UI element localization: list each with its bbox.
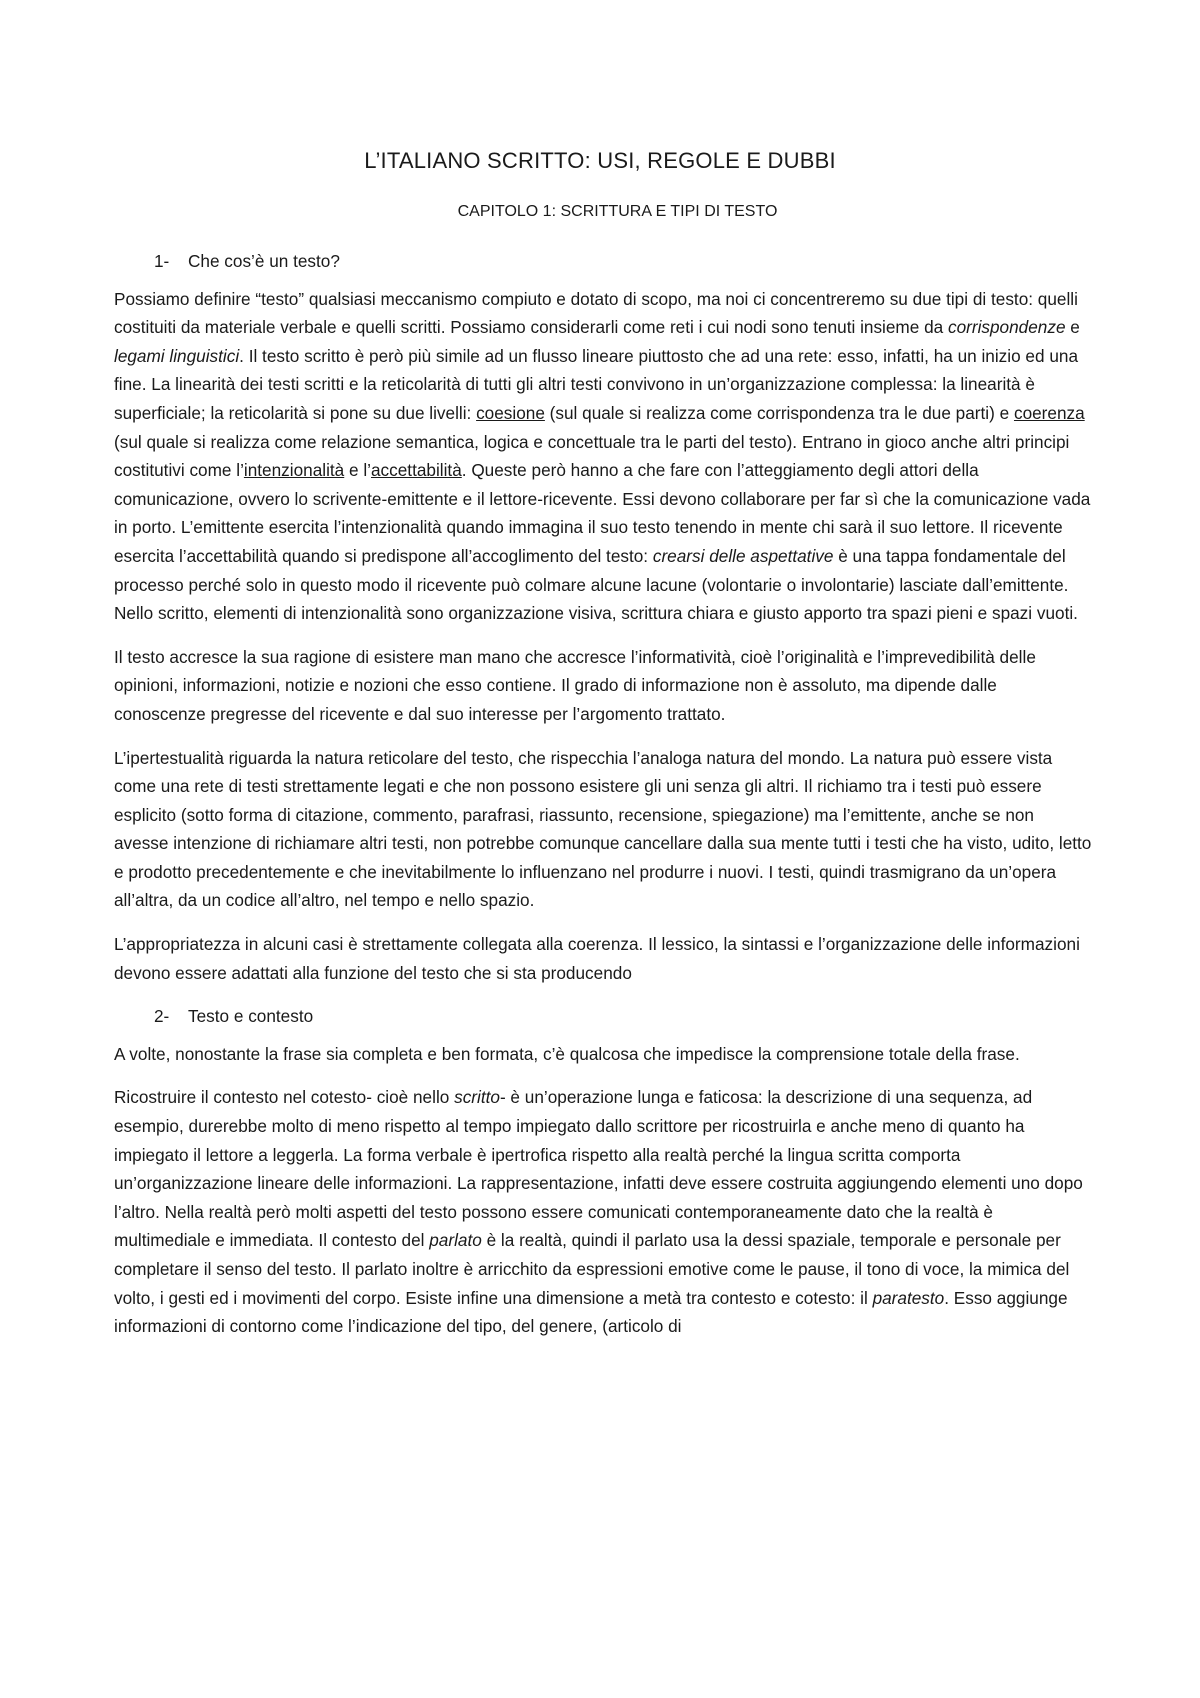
- italic-term: parlato: [429, 1230, 482, 1251]
- italic-term: paratesto: [872, 1287, 945, 1308]
- document-title: L’ITALIANO SCRITTO: USI, REGOLE E DUBBI: [364, 148, 836, 173]
- underlined-term: accettabilità: [371, 460, 462, 481]
- section-title-1: Che cos’è un testo?: [188, 251, 340, 271]
- paragraph-3: L’ipertestualità riguarda la natura reticolare del testo, che rispecchia l’analoga natura del mondo. La natura può essere vista come una rete di testi strettamente legati e che non possono esistere gli uni senza gli altri. Il richiamo tra i testi può essere esplicito (sotto forma di citazione, commento, parafrasi, riassunto, recensione, spiegazione) ma l’emittente, anche se non avesse intenzione di richiamare altri testi, non potrebbe comunque cancellare dalla sua mente tutti i testi che ha visto, udito, letto e prodotto precedentemente e che inevitabilmente lo influenzano nel produrre i nuovi. I testi, quindi trasmigrano da un’opera all’altra, da un codice all’altro, nel tempo e nello spazio.: [114, 747, 1092, 911]
- paragraph-6: Ricostruire il contesto nel cotesto- cioè nello scritto- è un’operazione lunga e faticosa: la descrizione di una sequenza, ad esempio, durerebbe molto di meno rispetto al tempo impiegato dallo scrittore per ricostruirla e anche meno di quanto ha impiegato il lettore a leggerla. La forma verbale è ipertrofica rispetto alla realtà perché la lingua scritta comporta un’organizzazione lineare delle informazioni. La rappresentazione, infatti deve essere costruita aggiungendo elementi uno dopo l’altro. Nella realtà però molti aspetti del testo possono essere comunicati contemporaneamente dato che la realtà è multimediale e immediata. Il contesto del parlato è la realtà, quindi il parlato usa la dessi spaziale, temporale e personale per completare il senso del testo. Il parlato inoltre è arricchito da espressioni emotive come le pause, il tono di voce, la mimica del volto, i gesti ed i movimenti del corpo. Esiste infine una dimensione a metà tra contesto e cotesto: il paratesto. Esso aggiunge informazioni di contorno come l’indicazione del tipo, del genere, (articolo di: [114, 1087, 1083, 1337]
- paragraph-2: Il testo accresce la sua ragione di esistere man mano che accresce l’informatività, cioè l’originalità e l’imprevedibilità delle opinioni, informazioni, notizie e nozioni che esso contiene. Il grado di informazione non è assoluto, ma dipende dalle conoscenze pregresse del ricevente e dal suo interesse per l’argomento trattato.: [114, 646, 1036, 724]
- chapter-heading: [0, 203, 1200, 221]
- section-number-2: 2-: [154, 1006, 170, 1027]
- italic-term: legami linguistici: [114, 345, 240, 366]
- paragraph-1: Possiamo definire “testo” qualsiasi meccanismo compiuto e dotato di scopo, ma noi ci concentreremo su due tipi di testo: quelli costituiti da materiale verbale e quelli scritti. Possiamo considerarli come reti i cui nodi sono tenuti insieme da corrispondenze e legami linguistici. Il testo scritto è però più simile ad un flusso lineare piuttosto che ad una rete: esso, infatti, ha un inizio ed una fine. La linearità dei testi scritti e la reticolarità di tutti gli altri testi convivono in un’organizzazione complessa: la linearità è superficiale; la reticolarità si pone su due livelli: coesione (sul quale si realizza come corrispondenza tra le due parti) e coerenza (sul quale si realizza come relazione semantica, logica e concettuale tra le parti del testo). Entrano in gioco anche altri principi costitutivi come l’intenzionalità e l’accettabilità. Queste però hanno a che fare con l’atteggiamento degli attori della comunicazione, ovvero lo scrivente-emittente e il lettore-ricevente. Essi devono collaborare per far sì che la comunicazione vada in porto. L’emittente esercita l’intenzionalità quando immagina il suo testo tenendo in mente chi sarà il suo lettore. Il ricevente esercita l’accettabilità quando si predispone all’accoglimento del testo: crearsi delle aspettative è una tappa fondamentale del processo perché solo in questo modo il ricevente può colmare alcune lacune (volontarie o involontarie) lasciate dall’emittente. Nello scritto, elementi di intenzionalità sono organizzazione visiva, scrittura chiara e giusto apporto tra spazi pieni e spazi vuoti.: [114, 288, 1091, 624]
- underlined-term: intenzionalità: [243, 460, 345, 481]
- document-body: [114, 247, 1092, 1356]
- chapter-heading-text: CAPITOLO 1: SCRITTURA E TIPI DI TESTO: [457, 203, 778, 220]
- italic-term: corrispondenze: [947, 317, 1066, 338]
- section-heading-1: [114, 247, 1092, 276]
- section-heading-2: [114, 1002, 1092, 1031]
- paragraph-4: L’appropriatezza in alcuni casi è strettamente collegata alla coerenza. Il lessico, la sintassi e l’organizzazione delle informazioni devono essere adattati alla funzione del testo che si sta producendo: [114, 934, 1080, 983]
- italic-term: crearsi delle aspettative: [652, 545, 834, 566]
- section-title-2: Testo e contesto: [188, 1006, 314, 1027]
- underlined-term: coesione: [476, 402, 545, 423]
- paragraph-5: A volte, nonostante la frase sia completa e ben formata, c’è qualcosa che impedisce la comprensione totale della frase.: [114, 1043, 1020, 1064]
- italic-term: scritto: [454, 1087, 500, 1108]
- underlined-term: coerenza: [1013, 402, 1085, 423]
- section-number-1: 1-: [154, 251, 170, 271]
